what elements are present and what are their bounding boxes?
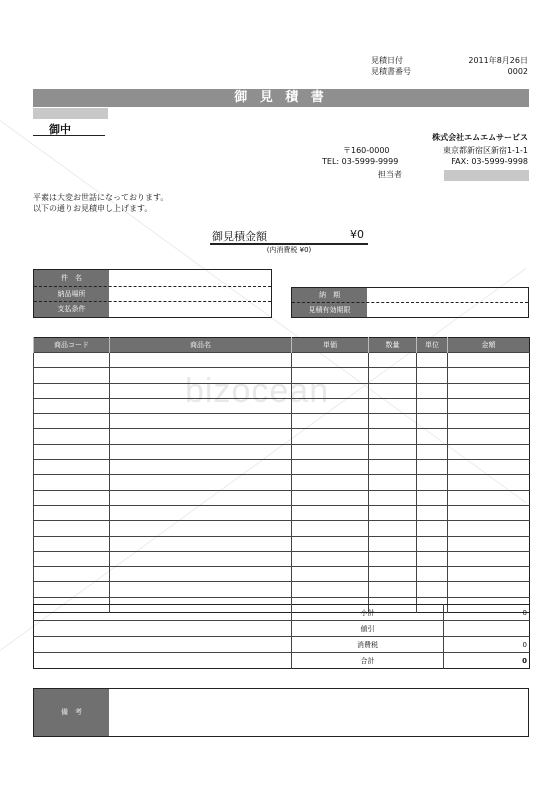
product-name-cell[interactable]	[110, 444, 292, 459]
remarks-label: 備 考	[34, 689, 109, 736]
product-name-cell[interactable]	[110, 353, 292, 368]
product-code-cell[interactable]	[34, 444, 110, 459]
product-name-cell[interactable]	[110, 475, 292, 490]
unit-price-cell[interactable]	[292, 521, 369, 536]
quantity-cell[interactable]	[369, 444, 417, 459]
product-code-cell[interactable]	[34, 475, 110, 490]
page-title: 御 見 積 書	[234, 90, 328, 105]
unit-price-cell[interactable]	[292, 490, 369, 505]
amount-value: ¥0	[350, 228, 364, 241]
payment-terms-field[interactable]	[110, 302, 269, 315]
unit-cell[interactable]	[417, 582, 448, 597]
company-tel: TEL: 03-5999-9999	[322, 157, 399, 166]
totals-row	[34, 605, 530, 621]
table-row	[34, 551, 530, 566]
amount-cell[interactable]	[448, 521, 530, 536]
header-quantity: 数量	[369, 338, 417, 353]
product-code-cell[interactable]	[34, 414, 110, 429]
amount-cell[interactable]	[448, 567, 530, 582]
header-unit-price: 単価	[292, 338, 369, 353]
unit-cell[interactable]	[417, 551, 448, 566]
title-bar	[33, 89, 529, 107]
quantity-cell[interactable]	[369, 429, 417, 444]
product-name-cell[interactable]	[110, 383, 292, 398]
payment-terms-label: 支払条件	[57, 305, 86, 313]
product-name-cell[interactable]	[110, 582, 292, 597]
table-row	[34, 429, 530, 444]
amount-cell[interactable]	[448, 551, 530, 566]
table-row	[34, 368, 530, 383]
table-row	[34, 444, 530, 459]
remarks-field[interactable]	[110, 691, 526, 734]
company-fax: FAX: 03-5999-9998	[451, 157, 528, 166]
quantity-cell[interactable]	[369, 490, 417, 505]
product-name-cell[interactable]	[110, 551, 292, 566]
unit-price-cell[interactable]	[292, 368, 369, 383]
unit-cell[interactable]	[417, 429, 448, 444]
unit-price-cell[interactable]	[292, 444, 369, 459]
product-code-cell[interactable]	[34, 353, 110, 368]
total-value[interactable]: 0	[444, 653, 530, 669]
table-row	[34, 567, 530, 582]
unit-cell[interactable]	[417, 383, 448, 398]
amount-cell[interactable]	[448, 475, 530, 490]
quantity-cell[interactable]	[369, 353, 417, 368]
amount-cell[interactable]	[448, 505, 530, 520]
items-header-row	[34, 338, 530, 353]
unit-price-cell[interactable]	[292, 475, 369, 490]
unit-price-cell[interactable]	[292, 536, 369, 551]
quantity-cell[interactable]	[369, 383, 417, 398]
amount-cell[interactable]	[448, 429, 530, 444]
amount-cell[interactable]	[448, 368, 530, 383]
remarks-box	[33, 688, 529, 737]
delivery-date-field[interactable]	[368, 289, 526, 301]
product-code-cell[interactable]	[34, 460, 110, 475]
amount-cell[interactable]	[448, 414, 530, 429]
totals-row	[34, 653, 530, 669]
quantity-cell[interactable]	[369, 505, 417, 520]
total-label: 合計	[292, 653, 444, 669]
quantity-cell[interactable]	[369, 521, 417, 536]
product-name-cell[interactable]	[110, 521, 292, 536]
amount-cell[interactable]	[448, 353, 530, 368]
company-name: 株式会社エムエムサービス	[432, 133, 528, 142]
quantity-cell[interactable]	[369, 414, 417, 429]
valid-until-field[interactable]	[368, 303, 526, 315]
product-code-cell[interactable]	[34, 383, 110, 398]
quantity-cell[interactable]	[369, 475, 417, 490]
product-code-cell[interactable]	[34, 505, 110, 520]
header-amount: 金額	[448, 338, 530, 353]
unit-price-cell[interactable]	[292, 460, 369, 475]
greeting-line-1: 平素は大変お世話になっております。	[33, 193, 169, 202]
company-address: 東京都新宿区新宿1-1-1	[442, 146, 528, 155]
product-name-cell[interactable]	[110, 460, 292, 475]
number-value: 0002	[507, 67, 528, 76]
greeting-line-2: 以下の通りお見積申し上げます。	[33, 204, 153, 213]
table-row	[34, 475, 530, 490]
subject-field[interactable]	[110, 271, 269, 284]
unit-cell[interactable]	[417, 505, 448, 520]
product-name-cell[interactable]	[110, 368, 292, 383]
tax-value[interactable]: 0	[444, 637, 530, 653]
unit-cell[interactable]	[417, 475, 448, 490]
unit-price-cell[interactable]	[292, 505, 369, 520]
product-code-cell[interactable]	[34, 551, 110, 566]
date-value: 2011年8月26日	[468, 56, 528, 65]
subtotal-label: 小計	[292, 605, 444, 621]
quantity-cell[interactable]	[369, 551, 417, 566]
unit-cell[interactable]	[417, 368, 448, 383]
product-name-cell[interactable]	[110, 429, 292, 444]
discount-value[interactable]	[444, 621, 530, 637]
unit-cell[interactable]	[417, 536, 448, 551]
quantity-cell[interactable]	[369, 582, 417, 597]
product-name-cell[interactable]	[110, 414, 292, 429]
valid-until-label: 見積有効期限	[308, 306, 351, 314]
unit-cell[interactable]	[417, 444, 448, 459]
product-code-cell[interactable]	[34, 429, 110, 444]
unit-price-cell[interactable]	[292, 567, 369, 582]
info-left-box	[33, 269, 272, 318]
table-row	[34, 460, 530, 475]
delivery-place-field[interactable]	[110, 287, 269, 300]
unit-cell[interactable]	[417, 460, 448, 475]
product-code-cell[interactable]	[34, 567, 110, 582]
unit-cell[interactable]	[417, 490, 448, 505]
unit-price-cell[interactable]	[292, 582, 369, 597]
watermark-text: bizocean	[185, 372, 330, 410]
number-label: 見積書番号	[371, 67, 411, 76]
unit-price-cell[interactable]	[292, 383, 369, 398]
unit-price-cell[interactable]	[292, 398, 369, 413]
tax-note: (内消費税 ¥0)	[266, 246, 312, 254]
unit-cell[interactable]	[417, 521, 448, 536]
client-name-field[interactable]	[33, 108, 108, 119]
amount-label: 御見積金額	[212, 230, 267, 243]
info-right-box	[291, 287, 529, 318]
header-product-name: 商品名	[110, 338, 292, 353]
quantity-cell[interactable]	[369, 567, 417, 582]
delivery-date-label: 納 期	[319, 291, 340, 299]
product-code-cell[interactable]	[34, 521, 110, 536]
header-product-code: 商品コード	[34, 338, 110, 353]
quantity-cell[interactable]	[369, 368, 417, 383]
unit-cell[interactable]	[417, 398, 448, 413]
date-label: 見積日付	[371, 56, 403, 65]
product-name-cell[interactable]	[110, 536, 292, 551]
subject-label: 件 名	[34, 272, 109, 285]
unit-price-cell[interactable]	[292, 429, 369, 444]
unit-price-cell[interactable]	[292, 353, 369, 368]
table-row	[34, 398, 530, 413]
product-code-cell[interactable]	[34, 398, 110, 413]
product-code-cell[interactable]	[34, 536, 110, 551]
unit-cell[interactable]	[417, 353, 448, 368]
product-name-cell[interactable]	[110, 398, 292, 413]
amount-cell[interactable]	[448, 398, 530, 413]
product-code-cell[interactable]	[34, 368, 110, 383]
unit-price-cell[interactable]	[292, 551, 369, 566]
amount-box	[210, 227, 368, 245]
quantity-cell[interactable]	[369, 460, 417, 475]
quantity-cell[interactable]	[369, 536, 417, 551]
items-table	[33, 337, 530, 613]
amount-cell[interactable]	[448, 582, 530, 597]
product-name-cell[interactable]	[110, 505, 292, 520]
delivery-place-label: 納品場所	[57, 290, 86, 298]
quantity-cell[interactable]	[369, 398, 417, 413]
subtotal-value[interactable]: 0	[444, 605, 530, 621]
product-code-cell[interactable]	[34, 490, 110, 505]
person-field[interactable]	[444, 170, 529, 181]
table-row	[34, 521, 530, 536]
amount-cell[interactable]	[448, 383, 530, 398]
table-row	[34, 383, 530, 398]
unit-cell[interactable]	[417, 414, 448, 429]
table-row	[34, 505, 530, 520]
product-name-cell[interactable]	[110, 490, 292, 505]
tax-label: 消費税	[292, 637, 444, 653]
amount-cell[interactable]	[448, 536, 530, 551]
discount-label: 値引	[292, 621, 444, 637]
amount-cell[interactable]	[448, 460, 530, 475]
client-honorific: 御中	[49, 123, 71, 136]
table-row	[34, 490, 530, 505]
totals-row	[34, 621, 530, 637]
product-code-cell[interactable]	[34, 582, 110, 597]
amount-cell[interactable]	[448, 490, 530, 505]
unit-price-cell[interactable]	[292, 414, 369, 429]
totals-row	[34, 637, 530, 653]
unit-cell[interactable]	[417, 567, 448, 582]
table-row	[34, 582, 530, 597]
table-row	[34, 414, 530, 429]
product-name-cell[interactable]	[110, 567, 292, 582]
table-row	[34, 536, 530, 551]
table-row	[34, 353, 530, 368]
header-unit: 単位	[417, 338, 448, 353]
totals-table	[33, 604, 530, 669]
company-postal: 〒160-0000	[343, 146, 390, 155]
amount-cell[interactable]	[448, 444, 530, 459]
person-label: 担当者	[378, 170, 402, 179]
